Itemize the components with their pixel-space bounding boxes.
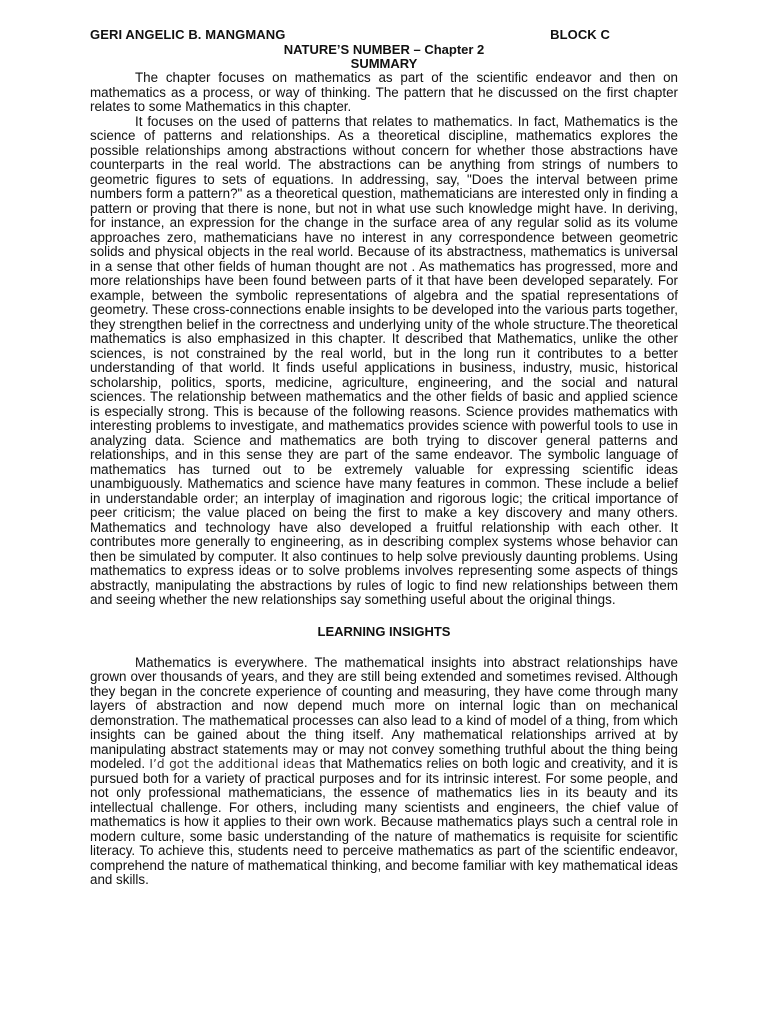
inserted-phrase: I’d got the additional ideas [149, 757, 316, 771]
author-name: GERI ANGELIC B. MANGMANG [90, 27, 286, 42]
block-label: BLOCK C [550, 27, 610, 42]
header-row [90, 28, 678, 42]
insights-text-before: Mathematics is everywhere. The mathematical insights into abstract relationships have grown over thousands of years, and they are still being extended and sometimes revised. Although they began in the concrete experience of counting and measuring, they have come through many layers of abstraction and now depend much more on internal logic than on mechanical demonstration. The mathematical processes can also lead to a kind of model of a thing, from which insights can be gained about the thing itself. Any mathematical relationships arrived at by manipulating abstract statements may or may not convey something truthful about the thing being modeled. [90, 654, 678, 771]
summary-heading: SUMMARY [350, 56, 418, 71]
learning-insights-heading: LEARNING INSIGHTS [317, 623, 451, 639]
summary-paragraph-2: It focuses on the used of patterns that relates to mathematics. In fact, Mathematics is the science of patterns and relationships. As a theoretical discipline, mathematics explores the possible relationships among abstractions without concern for whether those abstractions have counterparts in the real world. The abstractions can be anything from strings of numbers to geometric figures to sets of equations. In addressing, say, "Does the interval between prime numbers form a pattern?" as a theoretical question, mathematicians are interested only in finding a pattern or proving that there is none, but not in what use such knowledge might have. In deriving, for instance, an expression for the change in the surface area of any regular solid as its volume approaches zero, mathematicians have no interest in any correspondence between geometric solids and physical objects in the real world. Because of its abstractness, mathematics is universal in a sense that other fields of human thought are not . As mathematics has progressed, more and more relationships have been found between parts of it that have been developed separately. For example, between the symbolic representations of algebra and the spatial representations of geometry. These cross-connections enable insights to be developed into the various parts together, they strengthen belief in the correctness and underlying unity of the whole structure.The theoretical mathematics is also emphasized in this chapter. It described that Mathematics, unlike the other sciences, is not constrained by the real world, but in the long run it contributes to a better understanding of that world. It finds useful applications in business, industry, music, historical scholarship, politics, sports, medicine, agriculture, engineering, and the social and natural sciences. The relationship between mathematics and the other fields of basic and applied science is especially strong. This is because of the following reasons. Science provides mathematics with interesting problems to investigate, and mathematics provides science with powerful tools to use in analyzing data. Science and mathematics are both trying to discover general patterns and relationships, and in this sense they are part of the same endeavor. The symbolic language of mathematics has turned out to be extremely valuable for expressing scientific ideas unambiguously. Mathematics and science have many features in common. These include a belief in understandable order; an interplay of imagination and rigorous logic; the critical importance of peer criticism; the value placed on being the first to make a key discovery and many others. Mathematics and technology have also developed a fruitful relationship with each other. It contributes more generally to engineering, as in describing complex systems whose behavior can then be simulated by computer. It also continues to help solve previously daunting problems. Using mathematics to express ideas or to solve problems involves representing some aspects of things abstractly, manipulating the abstractions by rules of logic to find new relationships between them and seeing whether the new relationships say something useful about the original things. [90, 113, 678, 607]
insights-text-after: that Mathematics relies on both logic and creativity, and it is pursued both for a variety of practical purposes and for its intrinsic interest. For some people, and not only professional mathematicians, the essence of mathematics lies in its beauty and its intellectual challenge. For others, including many scientists and engineers, the chief value of mathematics is how it applies to their own work. Because mathematics plays such a central role in modern culture, some basic understanding of the nature of mathematics is requisite for scientific literacy. To achieve this, students need to perceive mathematics as part of the scientific endeavor, comprehend the nature of mathematical thinking, and become familiar with key mathematical ideas and skills. [90, 756, 678, 887]
document-title: NATURE’S NUMBER – Chapter 2 [283, 42, 485, 57]
summary-paragraph-1: The chapter focuses on mathematics as part of the scientific endeavor and then on mathematics as a process, or way of thinking. The pattern that he discussed on the first chapter relates to some Mathematics in this chapter. [90, 70, 678, 114]
insights-paragraph [90, 656, 678, 888]
